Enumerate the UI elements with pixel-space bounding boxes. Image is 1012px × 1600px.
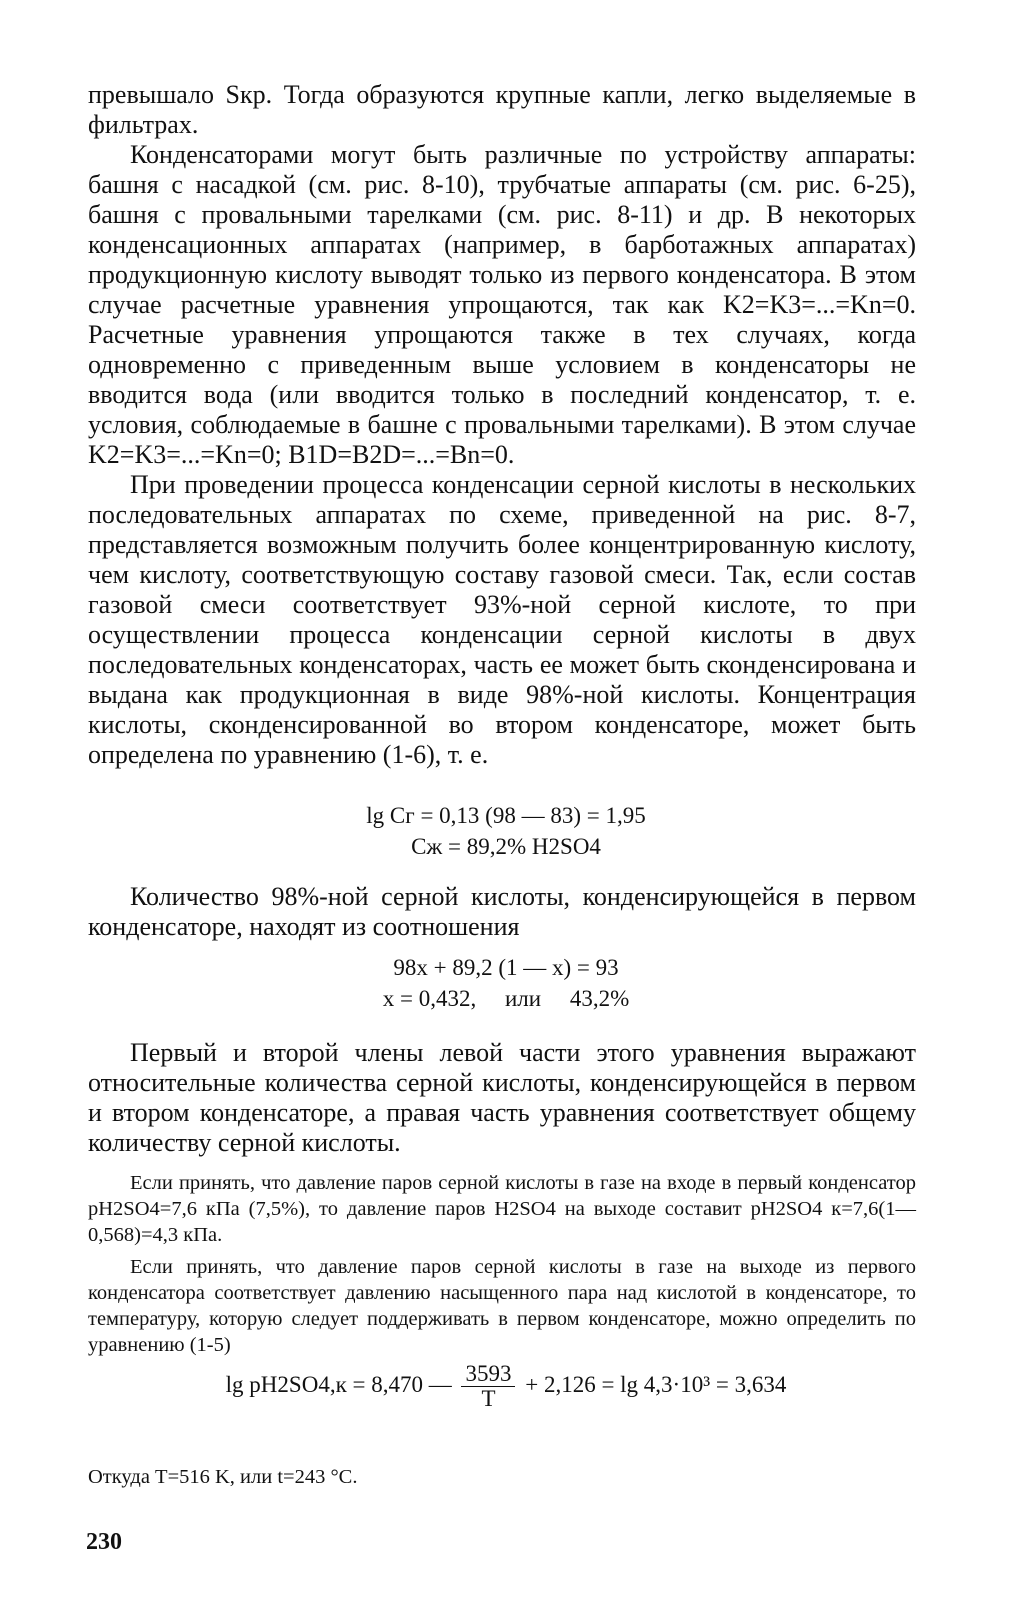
main-text-block-1 <box>88 80 916 770</box>
formula-concentration <box>0 800 1012 862</box>
main-text-block-3 <box>88 1038 916 1158</box>
fraction-denominator: T <box>481 1386 496 1411</box>
paragraph-equation-terms: Первый и второй члены левой части этого уравнения выражают относительные количества серной кислоты, конденсирующейся в первом и втором конденсаторе, а правая часть уравнения соответствует общему количеству серной кислоты. <box>88 1038 916 1157</box>
main-text-block-2 <box>88 882 916 942</box>
formula-left-side: lg pH2SO4,к = 8,470 — <box>225 1371 452 1397</box>
paragraph-temperature: Если принять, что давление паров серной кислоты в газе на выходе из первого конденсатора соответствует давлению насыщенного пара над кислотой в конденсаторе, то температуру, которую следует поддерживать в первом конденсаторе, можно определить по уравнению (1-5) <box>88 1256 916 1356</box>
formula-right-side: + 2,126 = lg 4,3·10³ = 3,634 <box>525 1371 787 1397</box>
formula-line: Cж = 89,2% H2SO4 <box>411 834 601 859</box>
paragraph-quantity: Количество 98%-ной серной кислоты, конденсирующейся в первом конденсаторе, находят из соотношения <box>88 882 916 941</box>
formula-line: lg Cг = 0,13 (98 — 83) = 1,95 <box>366 803 646 828</box>
formula-line: x = 0,432, или 43,2% <box>382 986 630 1011</box>
conclusion-line: Откуда T=516 K, или t=243 °C. <box>88 1466 358 1488</box>
formula-fraction <box>461 1362 515 1411</box>
paragraph-continuation: превышало Sкр. Тогда образуются крупные капли, легко выделяемые в фильтрах. <box>88 80 916 139</box>
formula-line: 98x + 89,2 (1 — x) = 93 <box>393 955 619 980</box>
conclusion-text <box>88 1464 916 1490</box>
formula-temperature <box>0 1362 1012 1411</box>
fraction-numerator: 3593 <box>461 1362 515 1387</box>
paragraph-condensation-process: При проведении процесса конденсации серной кислоты в нескольких последовательных аппаратах по схеме, приведенной на рис. 8-7, представляется возможным получить более концентрированную кислоту, чем кислоту, соответствующую составу газовой смеси. Так, если состав газовой смеси соответствует 93%-ной серной кислоте, то при осуществлении процесса конденсации серной кислоты в двух последовательных конденсаторах, часть ее может быть сконденсирована и выдана как продукционная в виде 98%-ной кислоты. Концентрация кислоты, сконденсированной во втором конденсаторе, может быть определена по уравнению (1-6), т. е. <box>88 470 916 769</box>
paragraph-condensers: Конденсаторами могут быть различные по устройству аппараты: башня с насадкой (см. рис. 8-10), трубчатые аппараты (см. рис. 6-25), башня с провальными тарелками (см. рис. 8-11) и др. В некоторых конденсационных аппаратах (например, в барботажных аппаратах) продукционную кислоту выводят только из первого конденсатора. В этом случае расчетные уравнения упрощаются, так как K2=K3=...=Kn=0. Расчетные уравнения упрощаются также в тех случаях, когда одновременно с приведенным выше условием в конденсаторы не вводится вода (или вводится только в последний конденсатор, т. е. условия, соблюдаемые в башне с провальными тарелками). В этом случае K2=K3=...=Kn=0; B1D=B2D=...=Bn=0. <box>88 140 916 469</box>
paragraph-vapor-pressure: Если принять, что давление паров серной кислоты в газе на входе в первый конденсатор pH2SO4=7,6 кПа (7,5%), то давление паров H2SO4 на выходе составит pH2SO4 к=7,6(1—0,568)=4,3 кПа. <box>88 1172 916 1246</box>
formula-balance <box>0 952 1012 1014</box>
page-number: 230 <box>86 1529 122 1555</box>
small-text-block <box>88 1170 916 1358</box>
